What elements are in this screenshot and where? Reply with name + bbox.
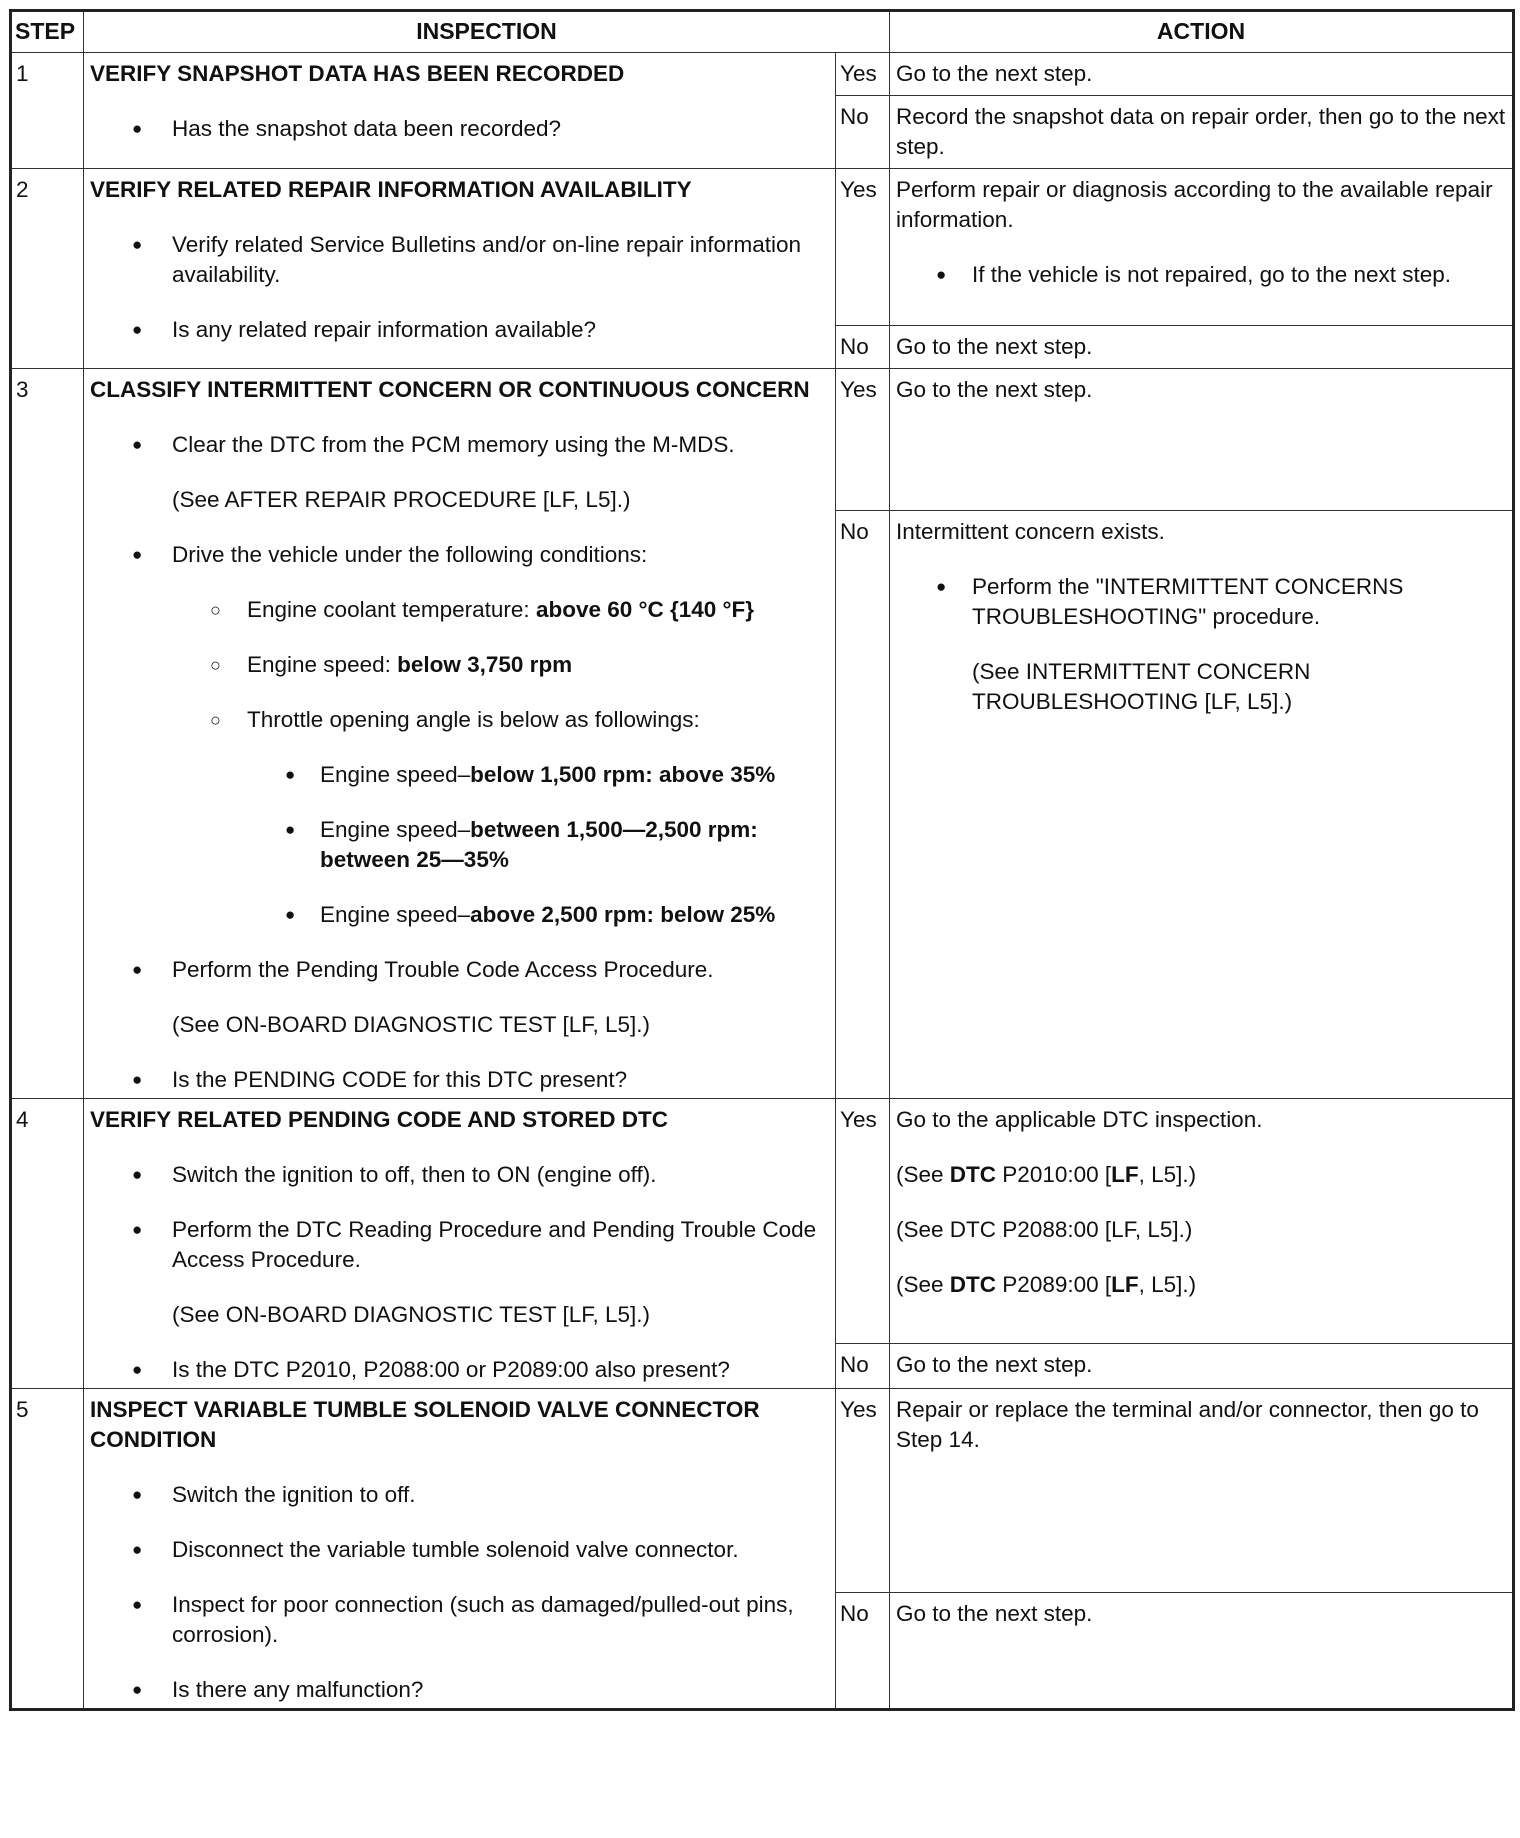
inspection-item: ● Disconnect the variable tumble solenoid valve connector. [90, 1535, 829, 1565]
no-action: Record the snapshot data on repair order, then go to the next step. [890, 96, 1514, 169]
step-1-yes-row [11, 53, 1514, 96]
reference-text: LF [1111, 1162, 1139, 1187]
drive-condition [90, 650, 829, 680]
no-action: Go to the next step. [890, 1593, 1514, 1710]
no-label: No [836, 1344, 890, 1389]
drive-condition: ○ Throttle opening angle is below as followings: [90, 705, 829, 735]
condition-text: Engine speed– [320, 902, 471, 927]
inspection-item: ● Inspect for poor connection (such as damaged/pulled-out pins, corrosion). [90, 1590, 829, 1650]
reference-text: P2010:00 [ [996, 1162, 1112, 1187]
condition-value: : below 25% [646, 902, 776, 927]
yes-label: Yes [836, 369, 890, 511]
action-header: ACTION [890, 11, 1514, 53]
reference-text: P2089:00 [ [996, 1272, 1112, 1297]
reference-text: DTC [949, 1162, 997, 1187]
inspection-item: ● Drive the vehicle under the following conditions: [90, 540, 829, 570]
throttle-condition [90, 900, 829, 930]
inspection-item: ● Switch the ignition to off. [90, 1480, 829, 1510]
no-action: Go to the next step. [890, 1344, 1514, 1389]
step-5-inspection [84, 1389, 836, 1710]
step-number: 3 [11, 369, 84, 1099]
reference-text: , L5].) [1138, 1162, 1197, 1187]
header-row [11, 11, 1514, 53]
inspection-item: ● Is there any malfunction? [90, 1675, 829, 1705]
yes-action: Go to the next step. [890, 369, 1514, 511]
reference-note: (See AFTER REPAIR PROCEDURE [LF, L5].) [172, 487, 631, 512]
reference-text: DTC [949, 1272, 997, 1297]
dtc-reference: (See DTC P2088:00 [LF, L5].) [896, 1217, 1193, 1242]
yes-action: Go to the next step. [890, 53, 1514, 96]
condition-value: above 2,500 rpm [470, 902, 647, 927]
step-title: VERIFY SNAPSHOT DATA HAS BEEN RECORDED [90, 61, 625, 86]
step-4-inspection [84, 1099, 836, 1389]
step-3-inspection [84, 369, 836, 1099]
no-label: No [836, 326, 890, 369]
yes-label: Yes [836, 1099, 890, 1344]
step-2-yes-row [11, 169, 1514, 326]
inspection-item: ● Is any related repair information available? [90, 315, 829, 345]
condition-value: below 3,750 rpm [397, 652, 573, 677]
yes-action-cell [890, 1099, 1514, 1344]
step-1-inspection [84, 53, 836, 169]
diagnostic-table [9, 9, 1515, 1711]
no-label: No [836, 96, 890, 169]
condition-value: between 1,500—2,500 rpm: between 25—35% [320, 817, 758, 872]
step-number: 5 [11, 1389, 84, 1710]
condition-text: Engine speed– [320, 762, 471, 787]
step-number: 2 [11, 169, 84, 369]
step-2-inspection [84, 169, 836, 369]
drive-condition [90, 595, 829, 625]
step-5-yes-row [11, 1389, 1514, 1593]
step-3-yes-row [11, 369, 1514, 511]
no-label: No [836, 1593, 890, 1710]
step-number: 4 [11, 1099, 84, 1389]
condition-text: Engine speed– [320, 817, 471, 842]
step-title: VERIFY RELATED REPAIR INFORMATION AVAILABILITY [90, 177, 692, 202]
throttle-condition [90, 815, 829, 875]
step-number: 1 [11, 53, 84, 169]
step-4-yes-row [11, 1099, 1514, 1344]
dtc-reference [896, 1270, 1506, 1300]
no-action-cell [890, 511, 1514, 1099]
no-action: Go to the next step. [890, 326, 1514, 369]
yes-action-cell [890, 169, 1514, 326]
condition-value: below 1,500 rpm [470, 762, 646, 787]
reference-text: LF [1111, 1272, 1139, 1297]
yes-action: Repair or replace the terminal and/or connector, then go to Step 14. [890, 1389, 1514, 1593]
inspection-item: ● Verify related Service Bulletins and/or on-line repair information availability. [90, 230, 829, 290]
dtc-reference [896, 1160, 1506, 1190]
inspection-item: ● Switch the ignition to off, then to ON (engine off). [90, 1160, 829, 1190]
condition-value: above 60 °C {140 °F} [535, 597, 755, 622]
no-label: No [836, 511, 890, 1099]
step-title: INSPECT VARIABLE TUMBLE SOLENOID VALVE CONNECTOR CONDITION [90, 1397, 760, 1452]
inspection-item: ● Is the PENDING CODE for this DTC present? [90, 1065, 829, 1095]
action-bullet: ● If the vehicle is not repaired, go to the next step. [896, 260, 1506, 290]
action-bullet: ● Perform the "INTERMITTENT CONCERNS TROUBLESHOOTING" procedure. [896, 572, 1506, 632]
inspection-header: INSPECTION [84, 11, 890, 53]
reference-note: (See INTERMITTENT CONCERN TROUBLESHOOTING [LF, L5].) [972, 659, 1311, 714]
condition-label: Engine speed: [247, 652, 398, 677]
reference-text: , L5].) [1138, 1272, 1197, 1297]
reference-note: (See ON-BOARD DIAGNOSTIC TEST [LF, L5].) [172, 1302, 651, 1327]
inspection-item: ● Is the DTC P2010, P2088:00 or P2089:00 also present? [90, 1355, 829, 1385]
inspection-item: ● Clear the DTC from the PCM memory using the M-MDS. [90, 430, 829, 460]
inspection-item: ● Has the snapshot data been recorded? [90, 114, 829, 144]
throttle-condition [90, 760, 829, 790]
yes-label: Yes [836, 1389, 890, 1593]
reference-text: (See [896, 1272, 950, 1297]
step-title: CLASSIFY INTERMITTENT CONCERN OR CONTINUOUS CONCERN [90, 377, 810, 402]
no-action: Intermittent concern exists. [896, 519, 1165, 544]
inspection-item: ● Perform the DTC Reading Procedure and Pending Trouble Code Access Procedure. [90, 1215, 829, 1275]
inspection-item: ● Perform the Pending Trouble Code Access Procedure. [90, 955, 829, 985]
step-header: STEP [11, 11, 84, 53]
condition-value: : above 35% [645, 762, 776, 787]
yes-label: Yes [836, 53, 890, 96]
yes-label: Yes [836, 169, 890, 326]
reference-text: (See [896, 1162, 950, 1187]
yes-action: Go to the applicable DTC inspection. [896, 1107, 1263, 1132]
reference-note: (See ON-BOARD DIAGNOSTIC TEST [LF, L5].) [172, 1012, 651, 1037]
diagnostic-procedure-sheet [9, 9, 1512, 1837]
step-title: VERIFY RELATED PENDING CODE AND STORED DTC [90, 1107, 668, 1132]
yes-action: Perform repair or diagnosis according to the available repair information. [896, 177, 1493, 232]
condition-label: Engine coolant temperature: [247, 597, 536, 622]
